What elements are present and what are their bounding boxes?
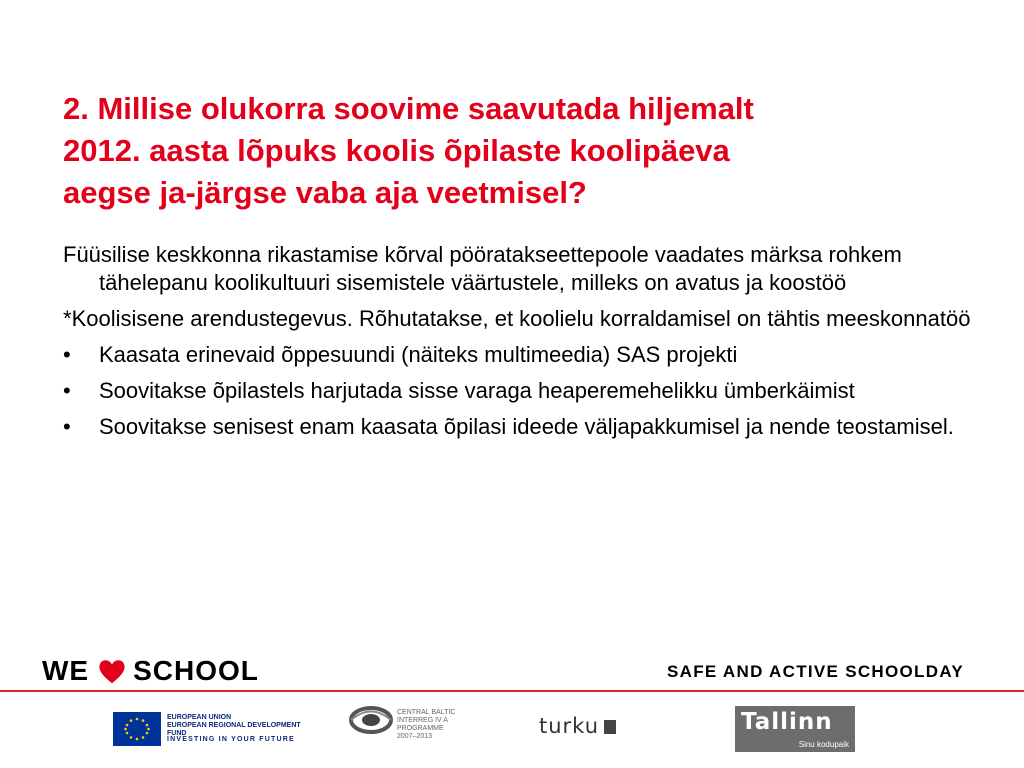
footer-divider [0, 690, 1024, 692]
tallinn-name: Tallinn [741, 709, 833, 735]
title-line: aegse ja-järgse vaba aja veetmisel? [63, 175, 587, 210]
tallinn-logo [735, 706, 855, 752]
title-line: 2012. aasta lõpuks koolis õpilaste koolipäeva [63, 133, 730, 168]
cb-line: 2007–2013 [397, 733, 433, 740]
central-baltic-logo [349, 705, 469, 749]
eu-text [167, 714, 313, 738]
crest-icon [604, 720, 616, 734]
tagline: SAFE AND ACTIVE SCHOOLDAY [667, 662, 964, 681]
eu-line: EUROPEAN UNION [167, 714, 232, 721]
tallinn-slogan: Sinu kodupaik [798, 740, 849, 749]
cb-line: PROGRAMME [397, 725, 444, 732]
cb-line: CENTRAL BALTIC [397, 709, 456, 716]
title-line: 2. Millise olukorra soovime saavutada hiljemalt [63, 91, 754, 126]
intro-paragraph: Füüsilise keskkonna rikastamise kõrval pööratakseettepoole vaadates märksa rohkem tähelepanu koolikultuuri sisemistele väärtustele, milleks on avatus ja koostöö [63, 242, 902, 295]
weschool-logo [42, 652, 259, 690]
eu-invest-text: INVESTING IN YOUR FUTURE [167, 736, 295, 743]
eu-logo [113, 712, 313, 746]
eu-line: EUROPEAN REGIONAL DEVELOPMENT FUND [167, 722, 301, 737]
heart-icon [97, 656, 127, 686]
note-marker: * [63, 306, 72, 331]
bullet-item [63, 377, 993, 405]
bullet-dot: • [63, 342, 71, 367]
bullet-dot: • [63, 414, 71, 439]
bullet-text: Soovitakse õpilastels harjutada sisse varaga heaperemehelikku ümberkäimist [99, 378, 855, 403]
cb-line: INTERREG IV A [397, 717, 448, 724]
eu-flag-icon [113, 712, 161, 746]
brand-we: WE [42, 655, 90, 686]
bullet-dot: • [63, 378, 71, 403]
bullet-text: Kaasata erinevaid õppesuundi (näiteks multimeedia) SAS projekti [99, 342, 738, 367]
central-baltic-text [397, 709, 455, 741]
turku-text: turku [539, 714, 600, 738]
note-text: Koolisisene arendustegevus. Rõhutatakse, et koolielu korraldamisel on tähtis meeskonnatöö [71, 306, 971, 331]
slide-body [63, 241, 993, 449]
slide-title [63, 88, 983, 214]
turku-logo [539, 714, 616, 738]
note-paragraph [63, 305, 993, 333]
central-baltic-icon [349, 705, 393, 735]
brand-school: SCHOOL [133, 655, 259, 686]
bullet-item [63, 413, 993, 441]
bullet-item [63, 341, 993, 369]
bullet-text: Soovitakse senisest enam kaasata õpilasi ideede väljapakkumisel ja nende teostamisel. [99, 414, 954, 439]
